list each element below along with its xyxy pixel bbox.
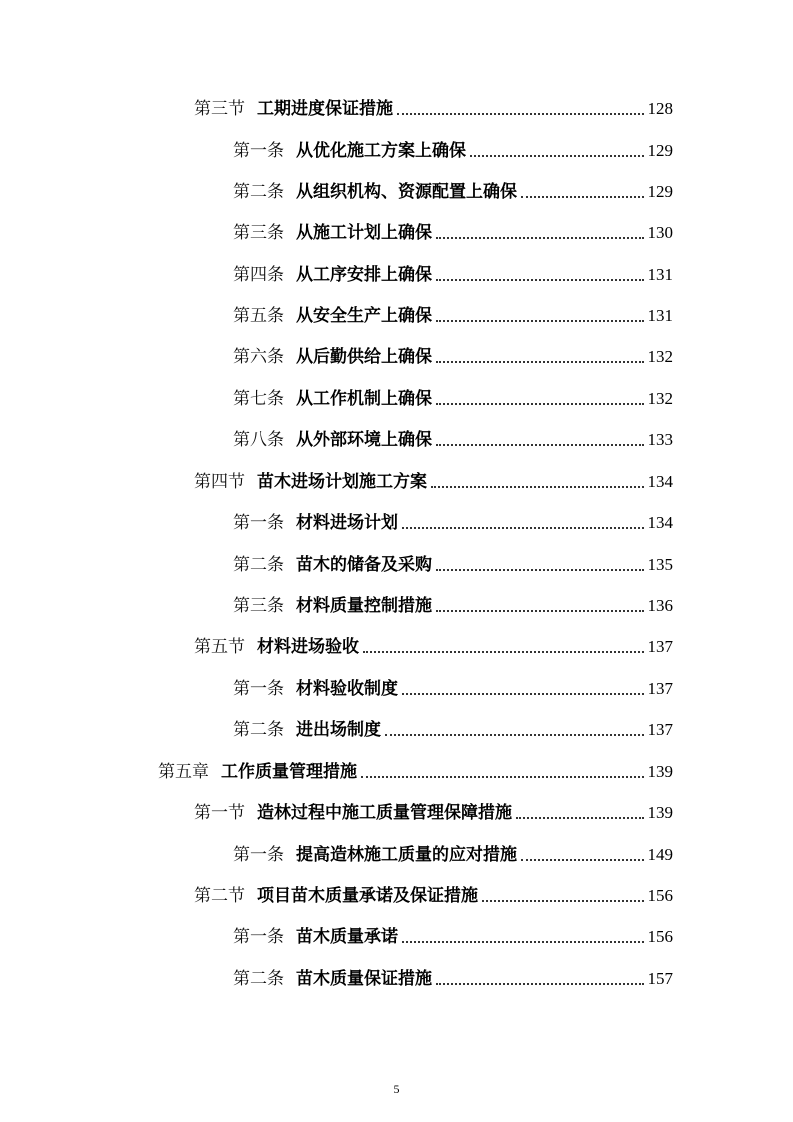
toc-entry-section[interactable] <box>194 883 673 909</box>
toc-entry-number: 第一条 <box>233 513 284 533</box>
toc-entry-number: 第二节 <box>194 886 245 906</box>
toc-entry-title: 苗木进场计划施工方案 <box>257 472 427 492</box>
toc-entry-number: 第六条 <box>233 347 284 367</box>
toc-entry-number: 第四条 <box>233 265 284 285</box>
dot-leader <box>436 403 644 405</box>
toc-entry-number: 第三条 <box>233 596 284 616</box>
toc-entry-number: 第四节 <box>194 472 245 492</box>
toc-entry-article[interactable] <box>233 344 673 370</box>
toc-entry-page: 132 <box>647 389 673 408</box>
toc-entry-title: 项目苗木质量承诺及保证措施 <box>257 886 478 906</box>
dot-leader <box>436 569 644 571</box>
toc-entry-page: 149 <box>647 845 673 864</box>
toc-entry-title: 从后勤供给上确保 <box>296 347 432 367</box>
toc-entry-page: 133 <box>647 430 673 449</box>
toc-entry-title: 从优化施工方案上确保 <box>296 141 466 161</box>
toc-entry-title: 从组织机构、资源配置上确保 <box>296 182 517 202</box>
dot-leader <box>436 237 644 239</box>
toc-entry-article[interactable] <box>233 593 673 619</box>
page-number: 5 <box>393 1082 400 1096</box>
toc-entry-page: 156 <box>647 927 673 946</box>
toc-entry-number: 第一条 <box>233 679 284 699</box>
dot-leader <box>431 486 644 488</box>
toc-entry-number: 第二条 <box>233 182 284 202</box>
toc-entry-article[interactable] <box>233 510 673 536</box>
toc-entry-page: 128 <box>647 99 673 118</box>
toc-entry-title: 进出场制度 <box>296 720 381 740</box>
toc-entry-number: 第二条 <box>233 555 284 575</box>
dot-leader <box>402 527 644 529</box>
toc-entry-page: 136 <box>647 596 673 615</box>
dot-leader <box>397 113 644 115</box>
toc-entry-page: 129 <box>647 141 673 160</box>
dot-leader <box>436 361 644 363</box>
toc-entry-title: 材料验收制度 <box>296 679 398 699</box>
toc-entry-number: 第一条 <box>233 141 284 161</box>
toc-entry-page: 137 <box>647 679 673 698</box>
dot-leader <box>361 776 644 778</box>
toc-entry-article[interactable] <box>233 386 673 412</box>
dot-leader <box>436 983 644 985</box>
toc-entry-article[interactable] <box>233 220 673 246</box>
dot-leader <box>363 651 644 653</box>
toc-entry-title: 苗木质量承诺 <box>296 927 398 947</box>
toc-entry-title: 材料进场计划 <box>296 513 398 533</box>
toc-entry-page: 137 <box>647 637 673 656</box>
toc-entry-page: 156 <box>647 886 673 905</box>
toc-entry-section[interactable] <box>194 634 673 660</box>
toc-entry-title: 从施工计划上确保 <box>296 223 432 243</box>
toc-entry-article[interactable] <box>233 966 673 992</box>
toc-entry-title: 工期进度保证措施 <box>257 99 393 119</box>
toc-entry-page: 129 <box>647 182 673 201</box>
toc-entry-number: 第七条 <box>233 389 284 409</box>
dot-leader <box>385 734 644 736</box>
toc-entry-page: 135 <box>647 555 673 574</box>
toc-entry-article[interactable] <box>233 924 673 950</box>
dot-leader <box>521 859 644 861</box>
toc-entry-number: 第一条 <box>233 845 284 865</box>
toc-entry-article[interactable] <box>233 179 673 205</box>
toc-entry-number: 第一节 <box>194 803 245 823</box>
toc-entry-title: 从工作机制上确保 <box>296 389 432 409</box>
dot-leader <box>516 817 644 819</box>
toc-entry-page: 131 <box>647 265 673 284</box>
toc-entry-page: 134 <box>647 513 673 532</box>
toc-entry-page: 139 <box>647 803 673 822</box>
toc-entry-page: 130 <box>647 223 673 242</box>
toc-entry-page: 134 <box>647 472 673 491</box>
dot-leader <box>482 900 644 902</box>
dot-leader <box>402 693 644 695</box>
toc-entry-article[interactable] <box>233 842 673 868</box>
dot-leader <box>436 320 644 322</box>
dot-leader <box>521 196 644 198</box>
toc-entry-title: 材料质量控制措施 <box>296 596 432 616</box>
toc-entry-title: 工作质量管理措施 <box>221 762 357 782</box>
toc-entry-title: 苗木质量保证措施 <box>296 969 432 989</box>
toc-entry-article[interactable] <box>233 262 673 288</box>
toc-entry-number: 第一条 <box>233 927 284 947</box>
toc-entry-title: 从工序安排上确保 <box>296 265 432 285</box>
toc-entry-title: 造林过程中施工质量管理保障措施 <box>257 803 512 823</box>
toc-entry-title: 苗木的储备及采购 <box>296 555 432 575</box>
toc-entry-section[interactable] <box>194 96 673 122</box>
toc-entry-title: 提高造林施工质量的应对措施 <box>296 845 517 865</box>
toc-entry-number: 第五章 <box>158 762 209 782</box>
toc-entry-article[interactable] <box>233 676 673 702</box>
toc-entry-article[interactable] <box>233 303 673 329</box>
dot-leader <box>470 155 644 157</box>
toc-entry-article[interactable] <box>233 427 673 453</box>
dot-leader <box>436 610 644 612</box>
toc-entry-number: 第二条 <box>233 720 284 740</box>
toc-entry-title: 材料进场验收 <box>257 637 359 657</box>
toc-entry-chapter[interactable] <box>158 759 673 785</box>
toc-entry-number: 第五条 <box>233 306 284 326</box>
toc-entry-number: 第三条 <box>233 223 284 243</box>
dot-leader <box>436 444 644 446</box>
toc-entry-page: 132 <box>647 347 673 366</box>
toc-entry-page: 157 <box>647 969 673 988</box>
toc-entry-title: 从外部环境上确保 <box>296 430 432 450</box>
dot-leader <box>402 941 644 943</box>
toc-entry-title: 从安全生产上确保 <box>296 306 432 326</box>
toc-entry-article[interactable] <box>233 552 673 578</box>
toc-entry-number: 第二条 <box>233 969 284 989</box>
toc-entry-page: 131 <box>647 306 673 325</box>
toc-entry-page: 137 <box>647 720 673 739</box>
toc-entry-number: 第五节 <box>194 637 245 657</box>
toc-entry-number: 第八条 <box>233 430 284 450</box>
toc-entry-section[interactable] <box>194 469 673 495</box>
toc-entry-article[interactable] <box>233 717 673 743</box>
dot-leader <box>436 279 644 281</box>
toc-entry-page: 139 <box>647 762 673 781</box>
toc-entry-number: 第三节 <box>194 99 245 119</box>
toc-entry-article[interactable] <box>233 138 673 164</box>
toc-entry-section[interactable] <box>194 800 673 826</box>
